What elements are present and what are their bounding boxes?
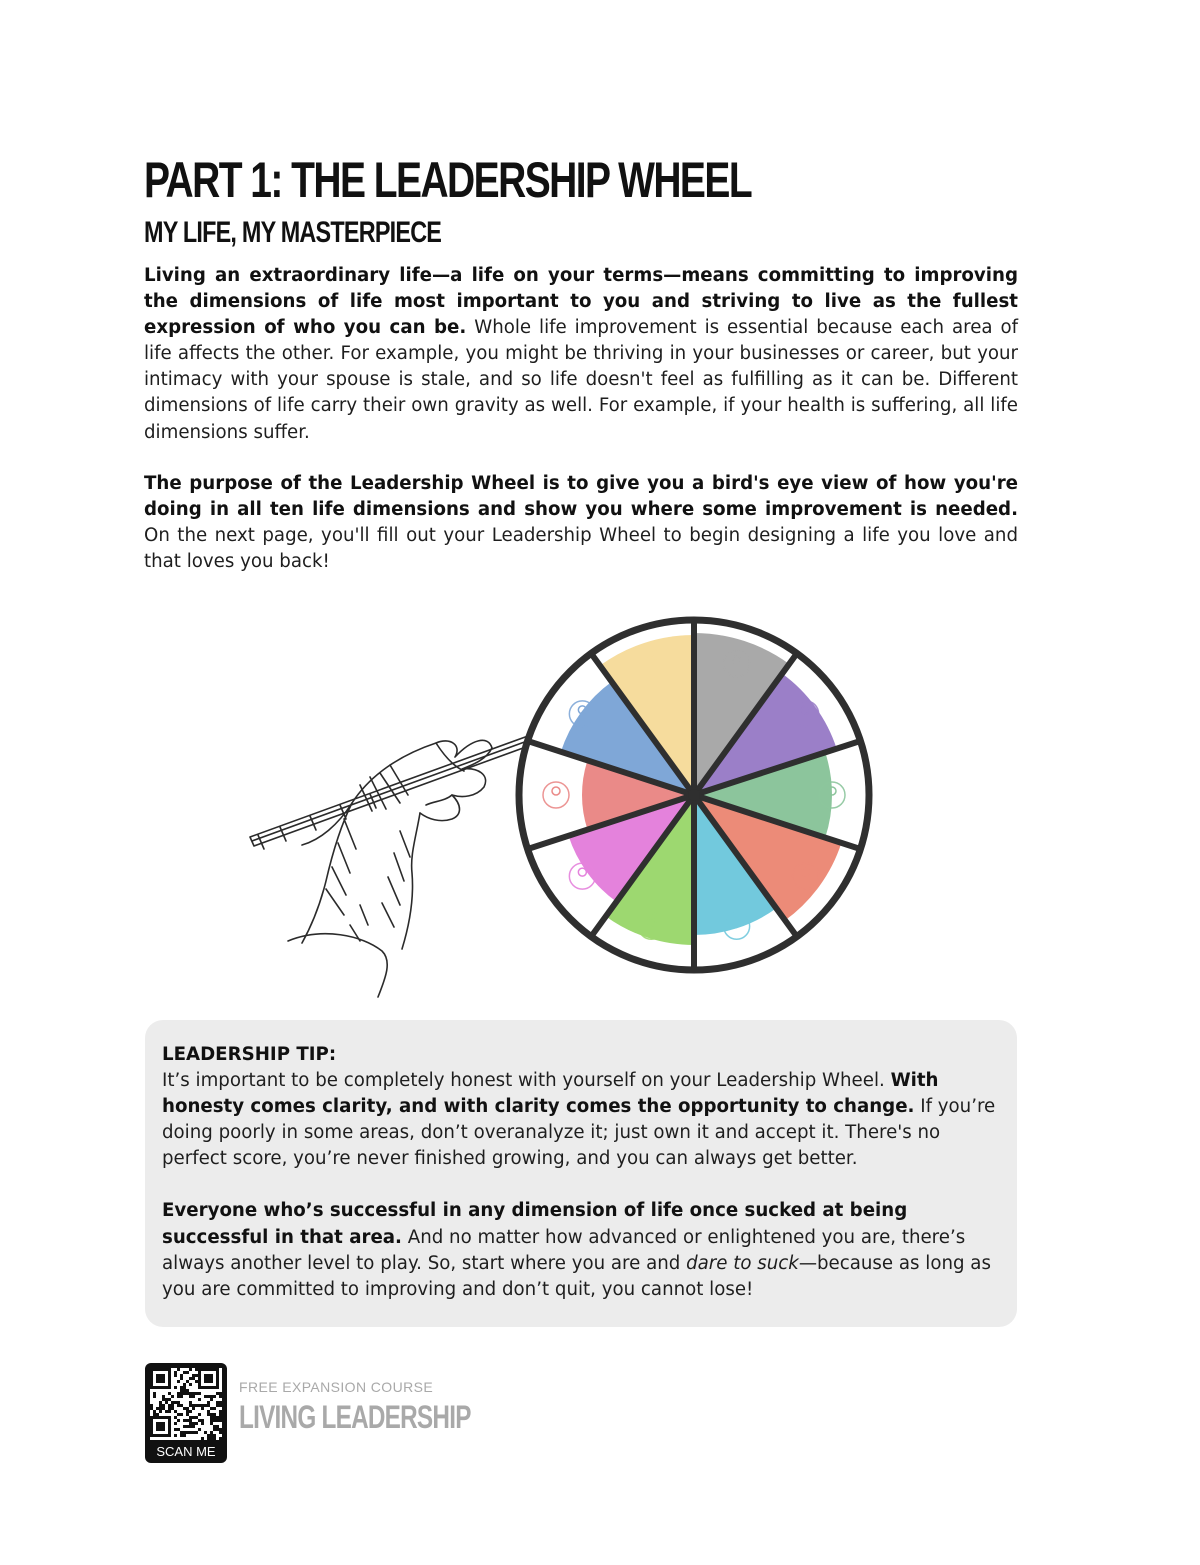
qr-module (180, 1434, 183, 1437)
qr-module (204, 1431, 207, 1434)
qr-module (207, 1410, 210, 1413)
tip-paragraph-2 (162, 1198, 997, 1302)
qr-module (162, 1407, 165, 1410)
qr-module (219, 1416, 222, 1419)
qr-module (162, 1395, 165, 1398)
tip-paragraph-1 (162, 1068, 997, 1172)
qr-module (189, 1416, 192, 1419)
qr-module (162, 1404, 165, 1407)
qr-module (183, 1425, 186, 1428)
qr-module (159, 1404, 162, 1407)
tip-spacer (162, 1172, 997, 1198)
qr-module (171, 1407, 174, 1410)
qr-module (213, 1419, 216, 1422)
qr-module (189, 1422, 192, 1425)
qr-module (219, 1431, 222, 1434)
qr-module (168, 1404, 171, 1407)
qr-module (213, 1395, 216, 1398)
tip-heading: LEADERSHIP TIP: (162, 1044, 337, 1065)
qr-module (165, 1398, 168, 1401)
qr-module (183, 1371, 186, 1374)
qr-module (150, 1404, 153, 1407)
qr-module (183, 1431, 186, 1434)
qr-module (216, 1404, 219, 1407)
qr-module (186, 1392, 189, 1395)
intro-paragraph-2-bold: The purpose of the Leadership Wheel is to give you a bird's eye view of how you're doing in all ten life dimensions and show you where some improvement is needed. (144, 473, 1018, 521)
qr-module (174, 1401, 177, 1404)
intro-paragraph-1-bold: Living an extraordinary life—a life on your terms—means committing to improving the dimensions of life most important to you and striving to live as the fullest expression of who you can be. (144, 265, 1018, 339)
qr-module (177, 1401, 180, 1404)
qr-module (213, 1437, 216, 1440)
qr-module (153, 1410, 156, 1413)
qr-module (180, 1392, 183, 1395)
qr-module (186, 1407, 189, 1410)
tip-paragraph-2-italic: dare to suck (686, 1252, 799, 1274)
qr-module (213, 1425, 216, 1428)
qr-finder (156, 1422, 165, 1431)
qr-module (153, 1395, 156, 1398)
qr-module (186, 1410, 189, 1413)
qr-module (183, 1389, 186, 1392)
qr-module (174, 1434, 177, 1437)
qr-module (198, 1413, 201, 1416)
qr-module (183, 1434, 186, 1437)
qr-module (201, 1437, 204, 1440)
qr-module (177, 1419, 180, 1422)
intro-paragraph-2-text: On the next page, you'll fill out your Leadership Wheel to begin designing a life you love and that loves you back! (144, 525, 1018, 573)
qr-module (198, 1404, 201, 1407)
qr-module (174, 1416, 177, 1419)
qr-module (162, 1398, 165, 1401)
qr-module (198, 1428, 201, 1431)
qr-module (216, 1425, 219, 1428)
tip-paragraph-2-text-b: —because as long as you are committed to improving and don’t quit, you cannot lose! (162, 1252, 991, 1300)
qr-module (210, 1395, 213, 1398)
qr-module (174, 1386, 177, 1389)
qr-module (195, 1404, 198, 1407)
qr-module (186, 1371, 189, 1374)
qr-module (216, 1428, 219, 1431)
qr-module (192, 1425, 195, 1428)
qr-module (192, 1416, 195, 1419)
qr-module (219, 1401, 222, 1404)
qr-code-image (150, 1368, 222, 1440)
qr-module (177, 1395, 180, 1398)
qr-module (183, 1419, 186, 1422)
qr-module (174, 1422, 177, 1425)
intro-paragraph-1-text: Whole life improvement is essential because each area of life affects the other. For example, you might be thriving in your businesses or career, but your intimacy with your spouse is stale, and so life doesn't feel as fulfilling as it can be. Different dimensions of life carry their own gravity as well. For example, if your health is suffering, all life dimensions suffer. (144, 317, 1018, 443)
qr-module (177, 1380, 180, 1383)
qr-module (165, 1401, 168, 1404)
qr-module (219, 1428, 222, 1431)
qr-module (195, 1374, 198, 1377)
qr-module (186, 1425, 189, 1428)
qr-module (195, 1431, 198, 1434)
qr-module (153, 1392, 156, 1395)
qr-module (180, 1431, 183, 1434)
qr-module (207, 1404, 210, 1407)
qr-module (177, 1428, 180, 1431)
tip-paragraph-1-text-b: If you’re doing poorly in some areas, don’t overanalyze it; just own it and accept it. There's no perfect score, you’re never finished growing, and you can always get better. (162, 1096, 996, 1170)
leadership-tip-box (145, 1020, 1017, 1327)
course-kicker: FREE EXPANSION COURSE (239, 1379, 434, 1395)
qr-module (210, 1419, 213, 1422)
qr-module (198, 1398, 201, 1401)
qr-module (207, 1395, 210, 1398)
qr-module (195, 1368, 198, 1371)
qr-module (192, 1395, 195, 1398)
qr-module (210, 1434, 213, 1437)
qr-module (207, 1437, 210, 1440)
qr-module (213, 1434, 216, 1437)
qr-module (207, 1413, 210, 1416)
qr-module (195, 1416, 198, 1419)
qr-module (207, 1434, 210, 1437)
qr-module (204, 1404, 207, 1407)
wheel-hub (688, 789, 700, 801)
qr-module (204, 1395, 207, 1398)
qr-module (150, 1407, 153, 1410)
intro-paragraph-2 (144, 471, 1018, 575)
wheel-svg (240, 605, 900, 1005)
qr-module (189, 1410, 192, 1413)
tip-paragraph-2-text-a: And no matter how advanced or enlightened you are, there’s always another level to play. So, start where you are and (162, 1226, 966, 1274)
qr-finder (204, 1374, 213, 1383)
qr-module (189, 1419, 192, 1422)
qr-module (186, 1431, 189, 1434)
qr-module (168, 1410, 171, 1413)
qr-module (195, 1380, 198, 1383)
qr-module (177, 1368, 180, 1371)
scan-me-label: SCAN ME (156, 1444, 216, 1459)
qr-module (180, 1413, 183, 1416)
leadership-wheel-illustration (240, 605, 900, 1005)
qr-module (219, 1413, 222, 1416)
qr-module (171, 1404, 174, 1407)
qr-module (201, 1422, 204, 1425)
qr-module (174, 1428, 177, 1431)
hand-with-pencil-icon (250, 733, 558, 997)
qr-module (213, 1407, 216, 1410)
qr-module (189, 1368, 192, 1371)
qr-module (213, 1413, 216, 1416)
qr-module (192, 1392, 195, 1395)
qr-module (195, 1392, 198, 1395)
qr-module (189, 1431, 192, 1434)
qr-module (189, 1425, 192, 1428)
qr-module (156, 1413, 159, 1416)
tip-paragraph-1-bold: With honesty comes clarity, and with clarity comes the opportunity to change. (162, 1070, 939, 1118)
qr-module (168, 1392, 171, 1395)
qr-module (183, 1383, 186, 1386)
qr-module (159, 1410, 162, 1413)
intro-paragraph-1 (144, 263, 1018, 446)
qr-module (168, 1407, 171, 1410)
qr-module (174, 1374, 177, 1377)
qr-module (210, 1431, 213, 1434)
qr-module (189, 1392, 192, 1395)
qr-module (192, 1374, 195, 1377)
qr-module (186, 1380, 189, 1383)
qr-module (219, 1392, 222, 1395)
qr-module (201, 1404, 204, 1407)
qr-code[interactable] (145, 1363, 227, 1463)
qr-module (165, 1410, 168, 1413)
qr-module (174, 1371, 177, 1374)
qr-pattern-icon (150, 1368, 222, 1440)
qr-module (174, 1410, 177, 1413)
qr-module (195, 1422, 198, 1425)
qr-module (180, 1377, 183, 1380)
qr-module (219, 1410, 222, 1413)
footer (145, 1363, 545, 1467)
qr-module (219, 1437, 222, 1440)
qr-module (210, 1422, 213, 1425)
qr-module (189, 1401, 192, 1404)
qr-module (183, 1392, 186, 1395)
qr-module (189, 1383, 192, 1386)
tip-paragraph-1-text-a: It’s important to be completely honest with yourself on your Leadership Wheel. (162, 1070, 891, 1092)
qr-module (186, 1419, 189, 1422)
qr-module (180, 1389, 183, 1392)
qr-module (153, 1413, 156, 1416)
qr-module (180, 1404, 183, 1407)
qr-module (159, 1407, 162, 1410)
qr-module (180, 1395, 183, 1398)
page-subtitle: MY LIFE, MY MASTERPIECE (144, 216, 442, 249)
qr-module (192, 1404, 195, 1407)
qr-module (216, 1419, 219, 1422)
qr-module (189, 1377, 192, 1380)
qr-module (216, 1401, 219, 1404)
leadership-wheel (519, 620, 869, 970)
tip-paragraph-2-bold: Everyone who’s successful in any dimension of life once sucked at being successful in that area. (162, 1200, 908, 1248)
qr-module (192, 1422, 195, 1425)
qr-module (183, 1386, 186, 1389)
qr-module (210, 1413, 213, 1416)
qr-module (177, 1404, 180, 1407)
qr-module (201, 1419, 204, 1422)
qr-module (189, 1395, 192, 1398)
qr-module (219, 1404, 222, 1407)
qr-module (186, 1389, 189, 1392)
qr-module (216, 1392, 219, 1395)
qr-module (192, 1377, 195, 1380)
qr-module (201, 1407, 204, 1410)
qr-module (192, 1431, 195, 1434)
qr-module (219, 1419, 222, 1422)
qr-module (213, 1416, 216, 1419)
qr-module (156, 1407, 159, 1410)
qr-module (177, 1413, 180, 1416)
qr-module (207, 1401, 210, 1404)
qr-module (216, 1416, 219, 1419)
qr-module (219, 1395, 222, 1398)
qr-module (198, 1392, 201, 1395)
qr-module (210, 1407, 213, 1410)
qr-module (183, 1407, 186, 1410)
qr-module (192, 1407, 195, 1410)
qr-module (186, 1413, 189, 1416)
qr-module (210, 1416, 213, 1419)
qr-module (210, 1398, 213, 1401)
qr-module (159, 1401, 162, 1404)
qr-module (198, 1419, 201, 1422)
qr-module (171, 1395, 174, 1398)
course-title[interactable]: LIVING LEADERSHIP (239, 1399, 471, 1435)
qr-finder (156, 1374, 165, 1383)
page-title: PART 1: THE LEADERSHIP WHEEL (144, 152, 752, 208)
qr-module (171, 1401, 174, 1404)
qr-module (177, 1392, 180, 1395)
qr-module (210, 1437, 213, 1440)
qr-module (213, 1428, 216, 1431)
qr-module (180, 1386, 183, 1389)
qr-module (168, 1398, 171, 1401)
qr-module (180, 1374, 183, 1377)
qr-module (189, 1404, 192, 1407)
